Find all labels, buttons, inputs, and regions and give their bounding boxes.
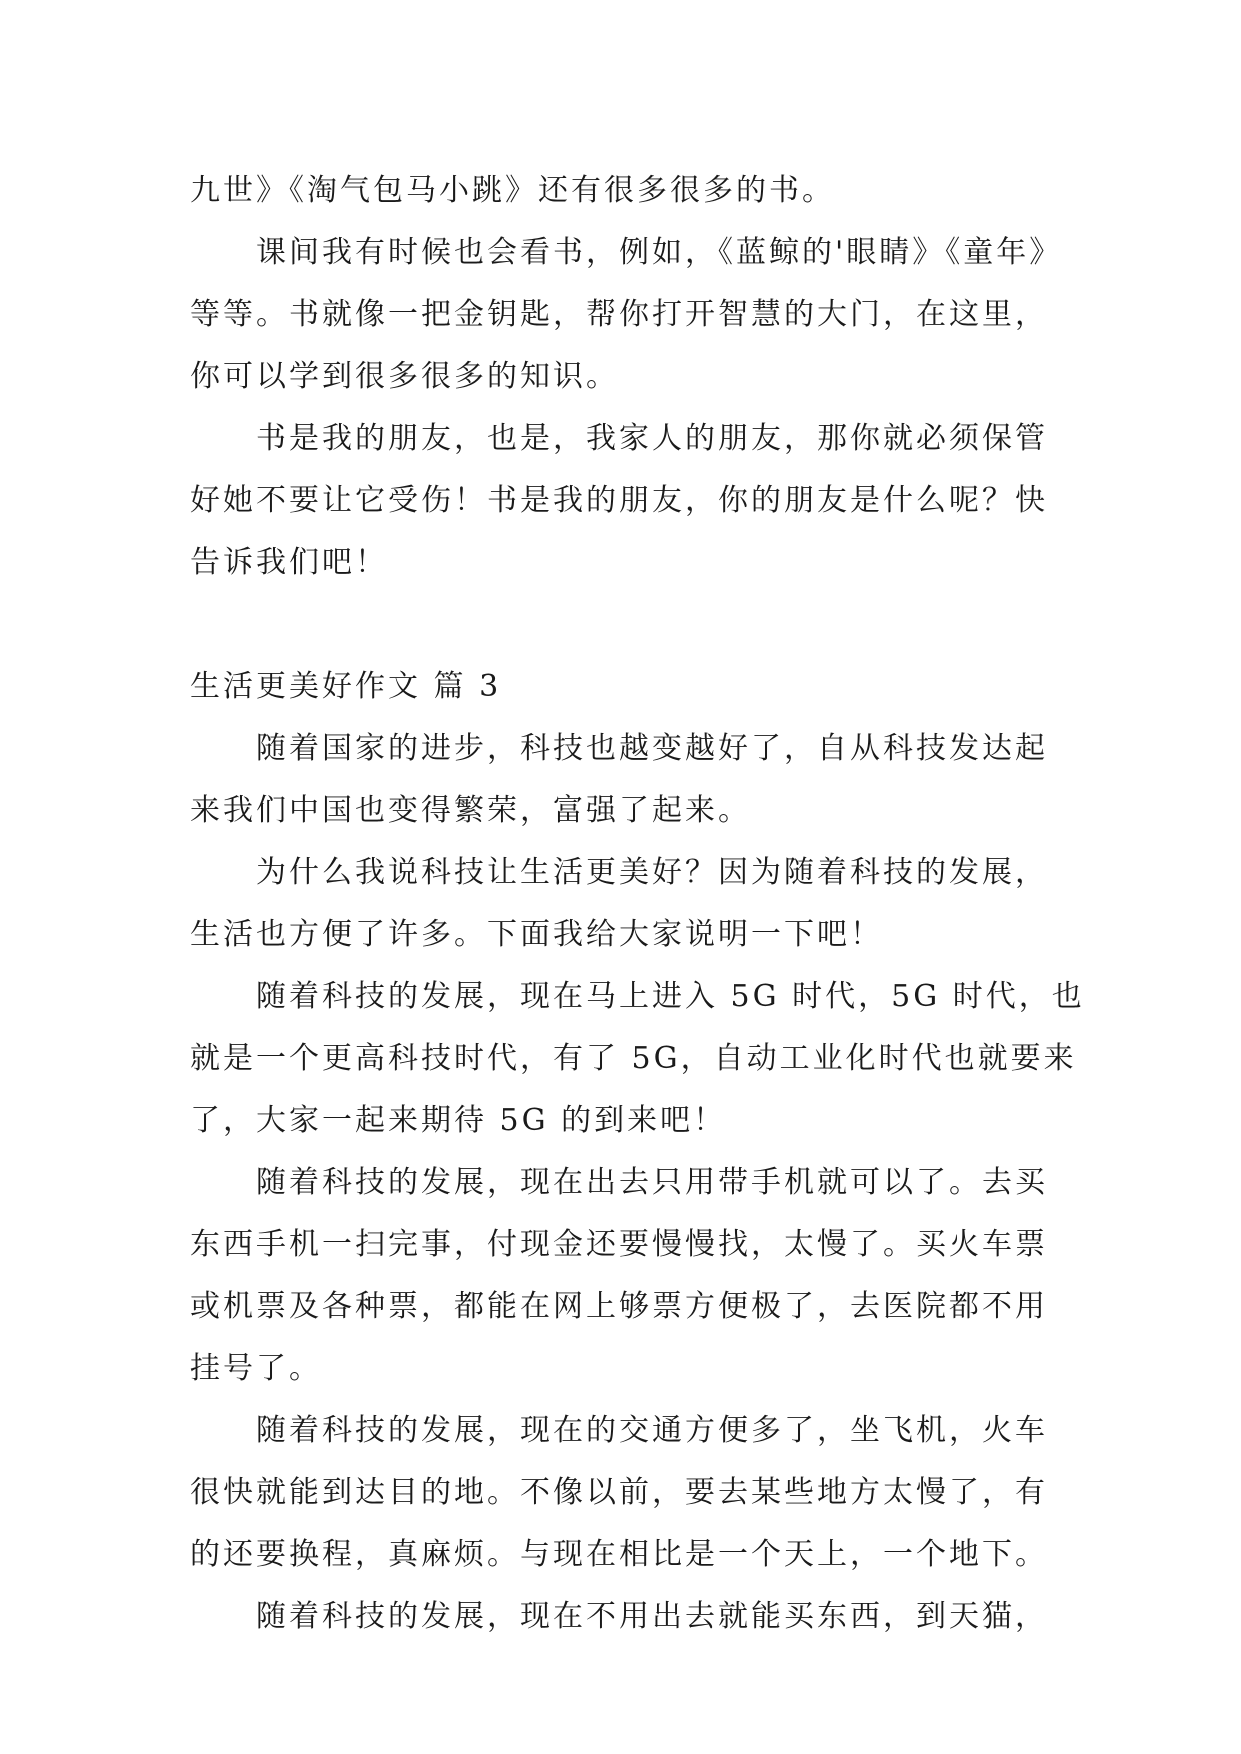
section-heading: 生活更美好作文 篇 3 bbox=[190, 669, 502, 704]
paragraph-gap bbox=[190, 594, 1070, 656]
text-line: 等等。书就像一把金钥匙，帮你打开智慧的大门，在这里， bbox=[190, 297, 1048, 332]
document-body bbox=[190, 160, 1085, 1648]
text-line: 或机票及各种票，都能在网上够票方便极了，去医院都不用 bbox=[190, 1289, 1048, 1324]
text-line: 生活也方便了许多。下面我给大家说明一下吧！ bbox=[190, 917, 883, 952]
text-line: 随着科技的发展，现在的交通方便多了，坐飞机，火车 bbox=[256, 1413, 1048, 1448]
text-line: 九世》《淘气包马小跳》还有很多很多的书。 bbox=[190, 173, 835, 208]
text-line: 书是我的朋友，也是，我家人的朋友，那你就必须保管 bbox=[256, 421, 1048, 456]
text-line: 挂号了。 bbox=[190, 1351, 322, 1386]
text-line: 来我们中国也变得繁荣，富强了起来。 bbox=[190, 793, 751, 828]
text-line: 你可以学到很多很多的知识。 bbox=[190, 359, 619, 394]
text-line: 好她不要让它受伤！书是我的朋友，你的朋友是什么呢？快 bbox=[190, 483, 1048, 518]
text-line: 随着科技的发展，现在出去只用带手机就可以了。去买 bbox=[256, 1165, 1048, 1200]
text-line: 告诉我们吧！ bbox=[190, 545, 388, 580]
text-line: 随着国家的进步，科技也越变越好了，自从科技发达起 bbox=[256, 731, 1048, 766]
text-line: 就是一个更高科技时代，有了 5G，自动工业化时代也就要来 bbox=[190, 1041, 1077, 1076]
text-line: 的还要换程，真麻烦。与现在相比是一个天上，一个地下。 bbox=[190, 1537, 1048, 1572]
text-line: 随着科技的发展，现在马上进入 5G 时代，5G 时代，也 bbox=[256, 979, 1085, 1014]
text-line: 为什么我说科技让生活更美好？因为随着科技的发展， bbox=[256, 855, 1048, 890]
text-line: 东西手机一扫完事，付现金还要慢慢找，太慢了。买火车票 bbox=[190, 1227, 1048, 1262]
text-line: 课间我有时候也会看书，例如，《蓝鲸的'眼睛》《童年》 bbox=[256, 235, 1063, 270]
text-line: 很快就能到达目的地。不像以前，要去某些地方太慢了，有 bbox=[190, 1475, 1048, 1510]
text-line: 随着科技的发展，现在不用出去就能买东西，到天猫， bbox=[256, 1599, 1048, 1634]
text-line: 了，大家一起来期待 5G 的到来吧！ bbox=[190, 1103, 727, 1138]
